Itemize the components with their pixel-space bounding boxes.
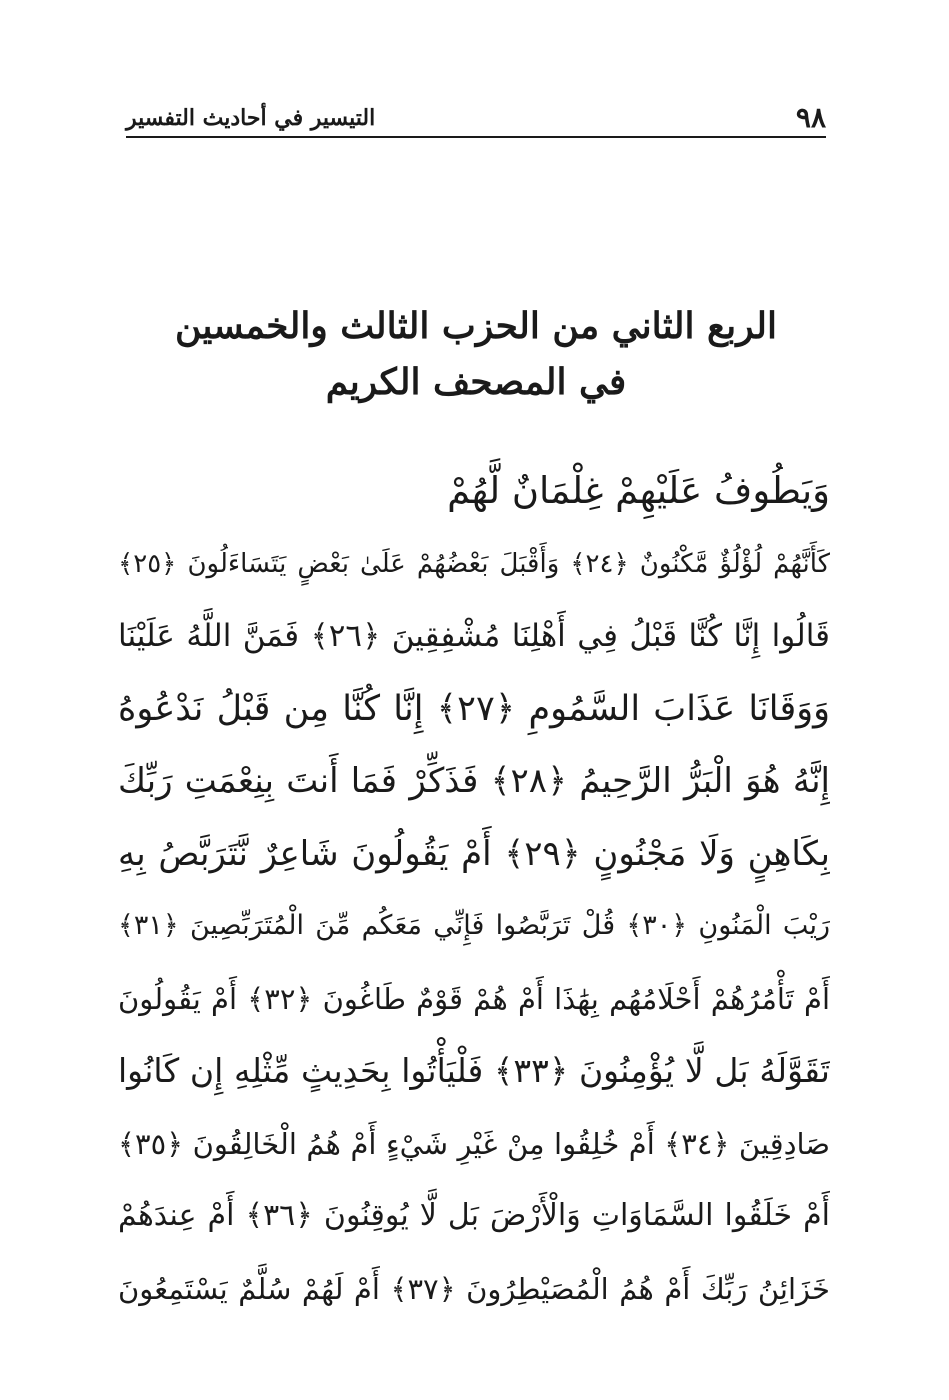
verse-line: وَوَقَانَا عَذَابَ السَّمُومِ ﴿٢٧﴾ إِنَّا كُنَّا مِن قَبْلُ نَدْعُوهُ	[118, 688, 830, 729]
verse-line: صَادِقِينَ ﴿٣٤﴾ أَمْ خُلِقُوا مِنْ غَيْرِ شَيْءٍ أَمْ هُمُ الْخَالِقُونَ ﴿٣٥﴾	[118, 1126, 830, 1161]
verse-line: بِكَاهِنٍ وَلَا مَجْنُونٍ ﴿٢٩﴾ أَمْ يَقُولُونَ شَاعِرٌ نَّتَرَبَّصُ بِهِ	[118, 833, 830, 874]
running-header	[126, 102, 826, 138]
verse-line: وَيَطُوفُ عَلَيْهِمْ غِلْمَانٌ لَّهُمْ	[447, 469, 830, 512]
verse-line: أَمْ تَأْمُرُهُمْ أَحْلَامُهُم بِهَٰذَا أَمْ هُمْ قَوْمٌ طَاغُونَ ﴿٣٢﴾ أَمْ يَقُولُونَ	[118, 981, 830, 1016]
section-heading-line-2: في المصحف الكريم	[325, 361, 627, 403]
section-heading-line-1: الربع الثاني من الحزب الثالث والخمسين	[174, 305, 778, 347]
verse-line: قَالُوا إِنَّا كُنَّا قَبْلُ فِي أَهْلِنَا مُشْفِقِينَ ﴿٢٦﴾ فَمَنَّ اللَّهُ عَلَيْنَا	[118, 618, 830, 654]
section-heading	[126, 298, 826, 410]
verse-line: تَقَوَّلَهُ بَل لَّا يُؤْمِنُونَ ﴿٣٣﴾ فَلْيَأْتُوا بِحَدِيثٍ مِّثْلِهِ إِن كَانُوا	[118, 1051, 830, 1090]
page-number: ٩٨	[795, 101, 826, 134]
quran-verses	[118, 455, 830, 1325]
verse-line: أَمْ خَلَقُوا السَّمَاوَاتِ وَالْأَرْضَ بَل لَّا يُوقِنُونَ ﴿٣٦﴾ أَمْ عِندَهُمْ	[118, 1198, 830, 1233]
verse-line: رَيْبَ الْمَنُونِ ﴿٣٠﴾ قُلْ تَرَبَّصُوا فَإِنِّي مَعَكُم مِّنَ الْمُتَرَبِّصِينَ ﴿٣١﴾	[118, 910, 830, 941]
book-title: التيسير في أحاديث التفسير	[126, 105, 376, 131]
verse-line: إِنَّهُ هُوَ الْبَرُّ الرَّحِيمُ ﴿٢٨﴾ فَذَكِّرْ فَمَا أَنتَ بِنِعْمَتِ رَبِّكَ	[118, 761, 830, 801]
verse-line: كَأَنَّهُمْ لُؤْلُؤٌ مَّكْنُونٌ ﴿٢٤﴾ وَأَقْبَلَ بَعْضُهُمْ عَلَىٰ بَعْضٍ يَتَسَاءَلُونَ ﴿٢٥﴾	[118, 548, 830, 579]
verse-line: خَزَائِنُ رَبِّكَ أَمْ هُمُ الْمُصَيْطِرُونَ ﴿٣٧﴾ أَمْ لَهُمْ سُلَّمٌ يَسْتَمِعُونَ	[118, 1271, 830, 1306]
